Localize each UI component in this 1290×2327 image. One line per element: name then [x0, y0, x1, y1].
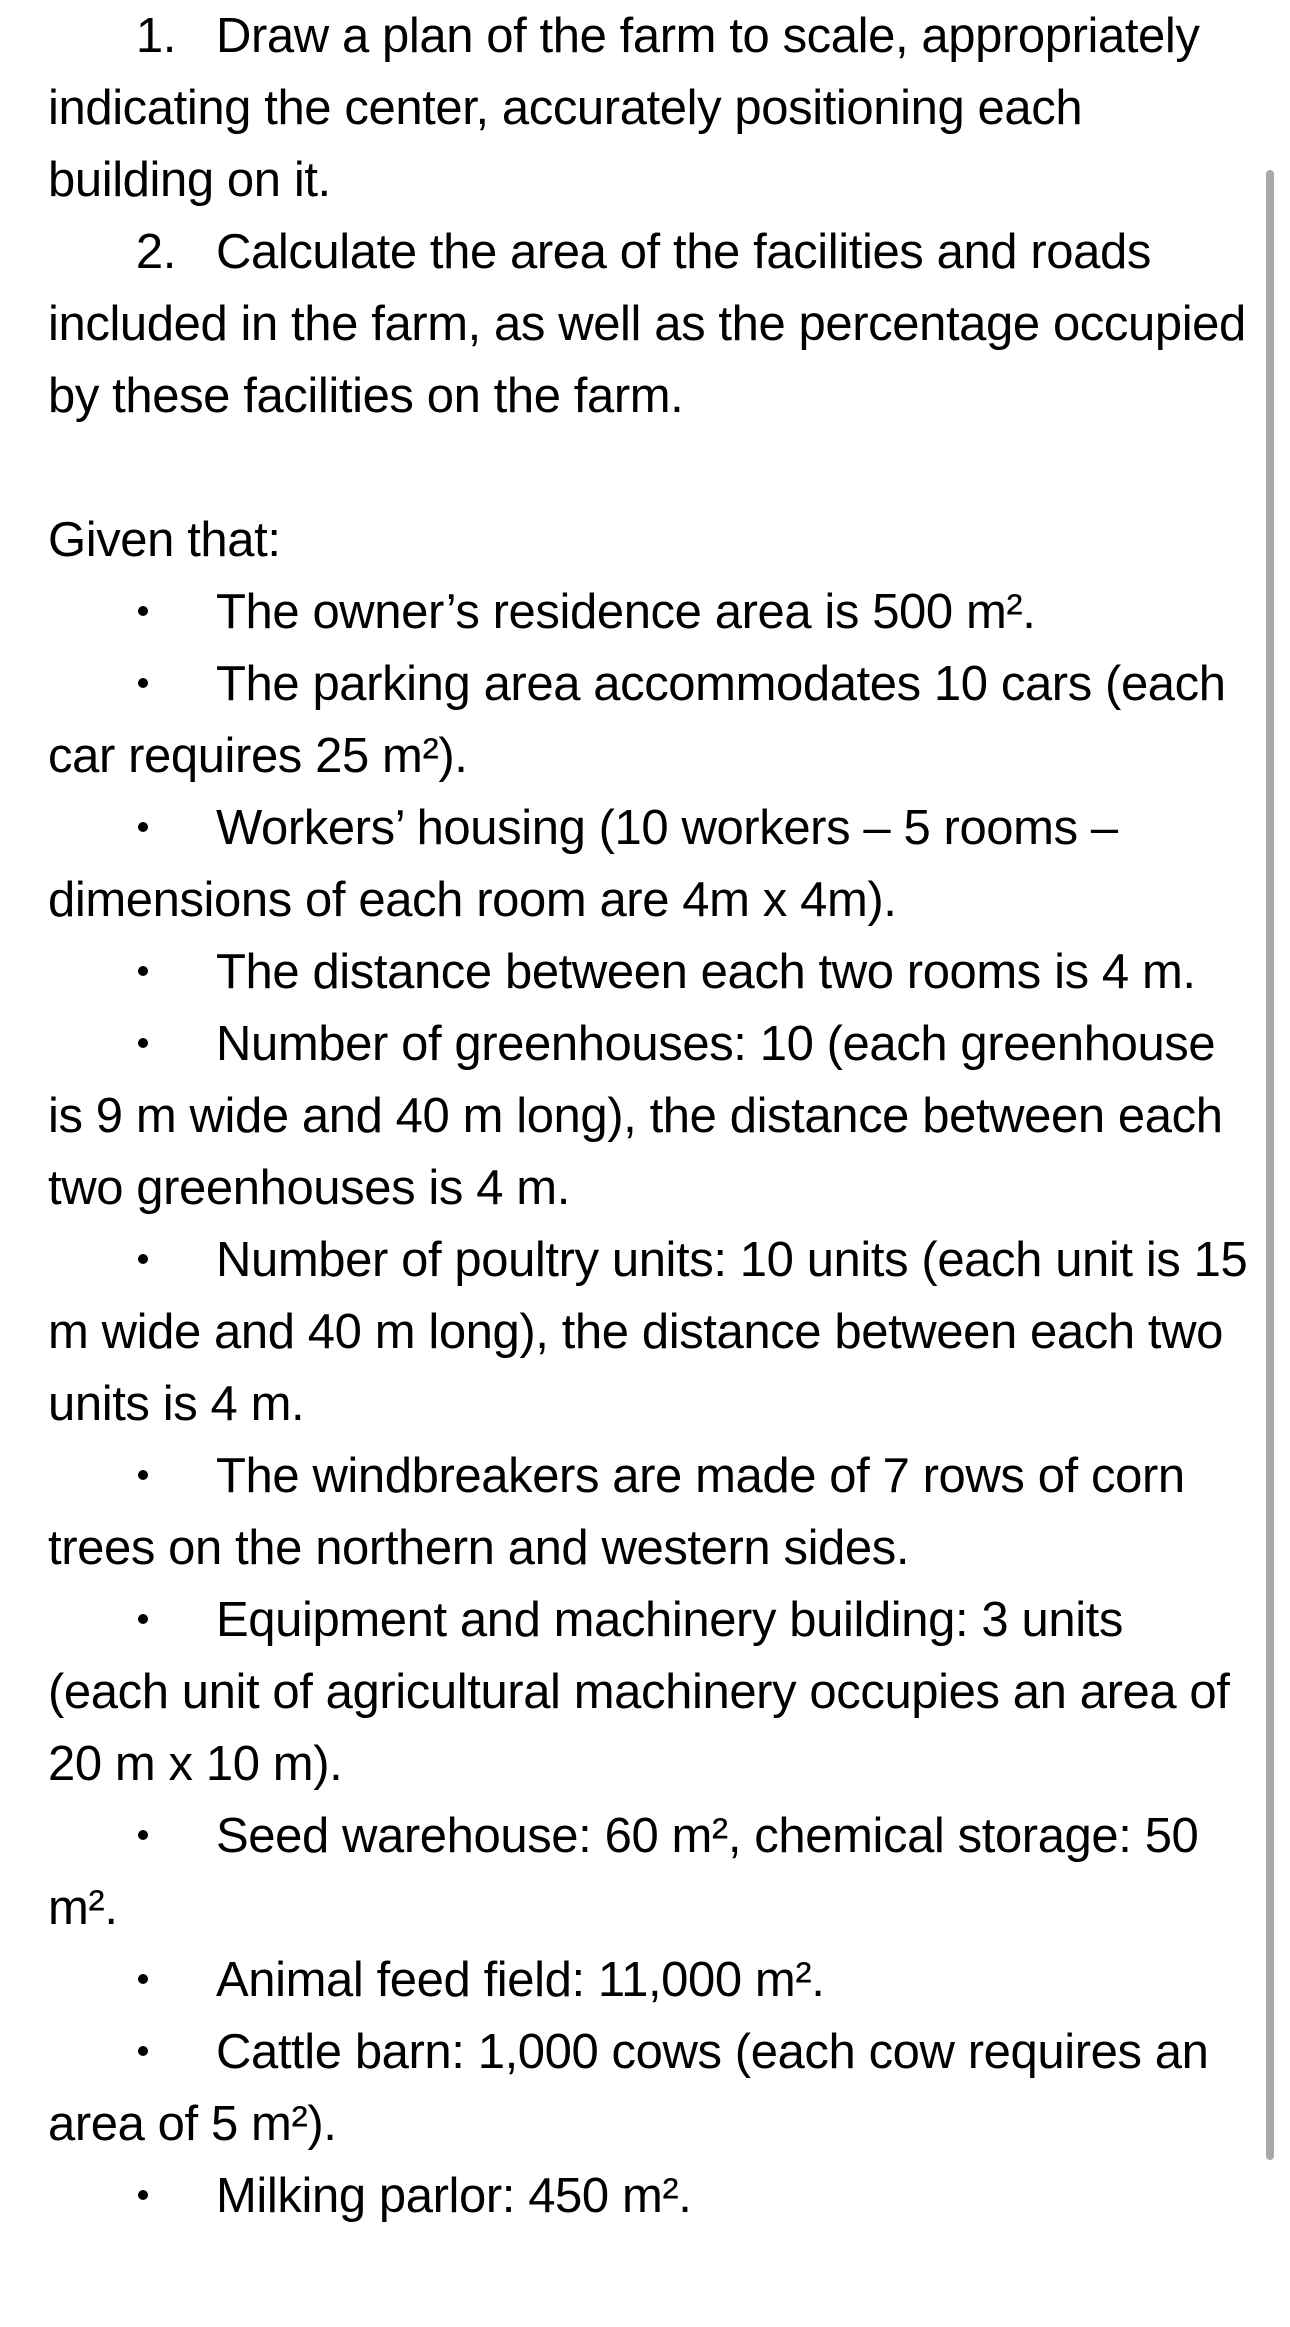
bullet-dot — [138, 1254, 148, 1264]
bullet-text: Number of poultry units: 10 units (each unit is 15 m wide and 40 m long), the distance between each two units is 4 m. — [48, 1233, 1248, 1431]
vertical-scrollbar[interactable] — [1266, 170, 1274, 2160]
bullet-dot — [138, 1830, 148, 1840]
bullet-item — [48, 2016, 1248, 2160]
bullet-dot — [138, 678, 148, 688]
item-text: Draw a plan of the farm to scale, appropriately indicating the center, accurately positioning each building on it. — [48, 9, 1200, 207]
item-text: Calculate the area of the facilities and roads included in the farm, as well as the percentage occupied by these facilities on the farm. — [48, 225, 1246, 423]
bullet-item — [48, 1224, 1248, 1440]
bullet-item — [48, 576, 1248, 648]
bullet-item — [48, 1944, 1248, 2016]
bullet-text: Workers’ housing (10 workers – 5 rooms – dimensions of each room are 4m x 4m). — [48, 801, 1118, 927]
bullet-dot — [138, 1470, 148, 1480]
bullet-item — [48, 936, 1248, 1008]
bullet-dot — [138, 1038, 148, 1048]
bullet-item — [48, 1008, 1248, 1224]
bullet-item — [48, 1440, 1248, 1584]
numbered-item-2 — [48, 216, 1248, 432]
bullet-dot — [138, 1974, 148, 1984]
bullet-dot — [138, 2046, 148, 2056]
bullet-item — [48, 1584, 1248, 1800]
bullet-text: Cattle barn: 1,000 cows (each cow requires an area of 5 m²). — [48, 2025, 1209, 2151]
item-number: 1. — [135, 9, 176, 63]
bullet-dot — [138, 1614, 148, 1624]
bullet-text: The distance between each two rooms is 4 m. — [216, 945, 1196, 999]
bullet-text: The parking area accommodates 10 cars (each car requires 25 m²). — [48, 657, 1226, 783]
bullet-text: Number of greenhouses: 10 (each greenhouse is 9 m wide and 40 m long), the distance between each two greenhouses is 4 m. — [48, 1017, 1223, 1215]
bullet-text: Equipment and machinery building: 3 units (each unit of agricultural machinery occupies an area of 20 m x 10 m). — [48, 1593, 1230, 1791]
bullet-item — [48, 1800, 1248, 1944]
bullet-text: Seed warehouse: 60 m², chemical storage: 50 m². — [48, 1809, 1199, 1935]
bullet-text: Animal feed field: 11,000 m². — [216, 1953, 825, 2007]
bullet-text: The windbreakers are made of 7 rows of corn trees on the northern and western sides. — [48, 1449, 1185, 1575]
document-body — [48, 0, 1248, 2232]
given-heading: Given that: — [48, 513, 281, 567]
bullet-item — [48, 2160, 1248, 2232]
bullet-item — [48, 792, 1248, 936]
item-number: 2. — [135, 225, 176, 279]
bullet-item — [48, 648, 1248, 792]
bullet-dot — [138, 966, 148, 976]
bullet-text: The owner’s residence area is 500 m². — [216, 585, 1036, 639]
blank-line — [48, 432, 1248, 504]
bullet-text: Milking parlor: 450 m². — [216, 2169, 692, 2223]
bullet-dot — [138, 822, 148, 832]
bullet-dot — [138, 2190, 148, 2200]
bullet-dot — [138, 606, 148, 616]
numbered-item-1 — [48, 0, 1248, 216]
